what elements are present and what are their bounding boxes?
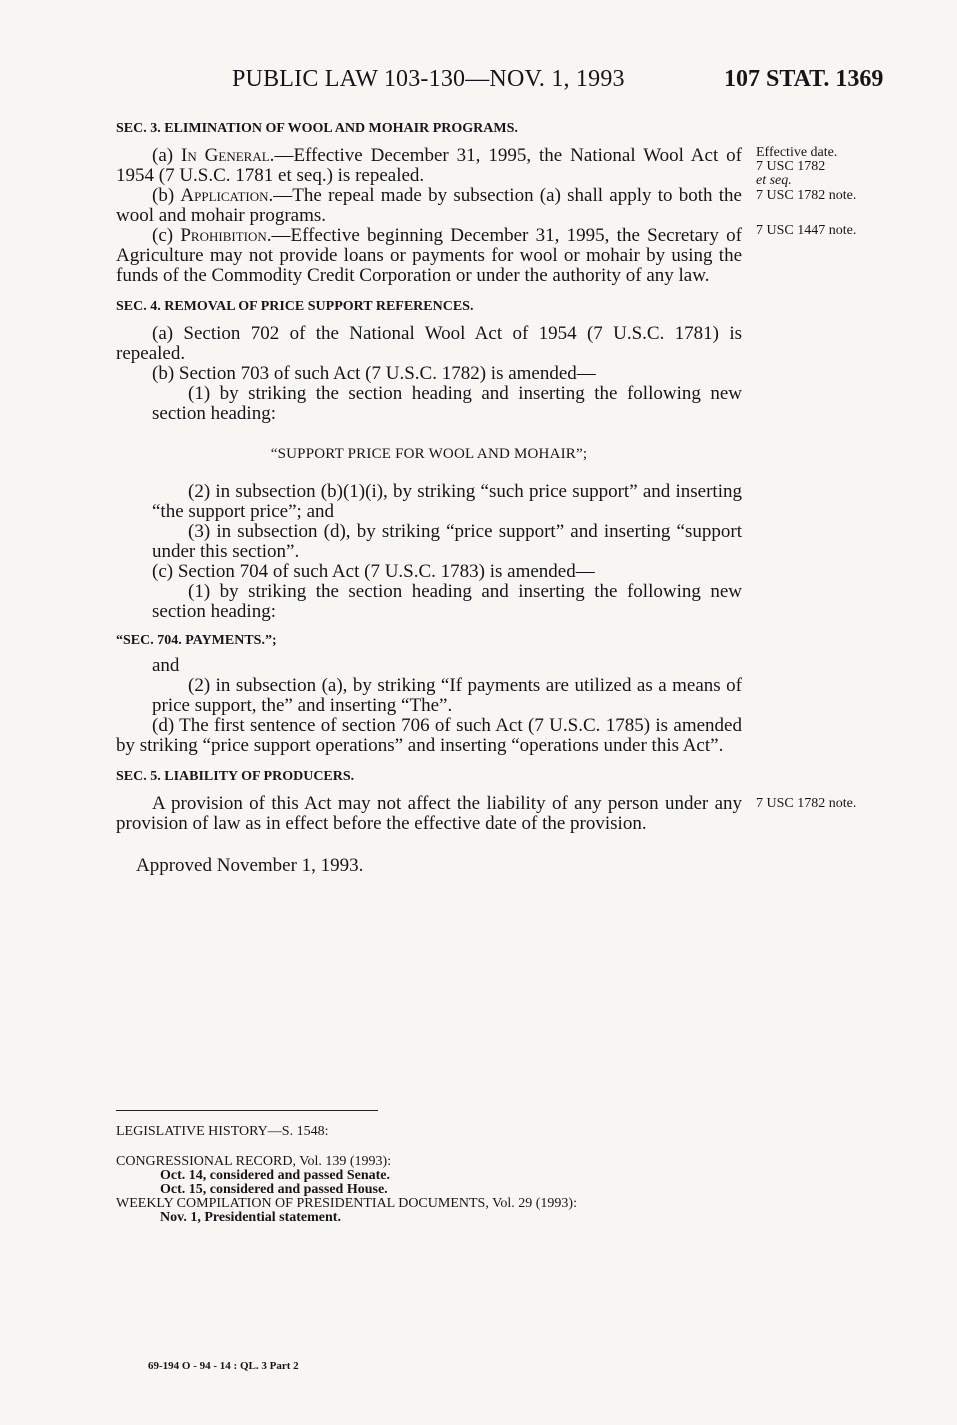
sec3-c: (c) Prohibition.—Effective beginning December 31, 1995, the Secretary of Agriculture may not provide loans or payments for wool or mohair by using the funds of the Commodity Credit Corporation or under the authority of any law.: [116, 225, 742, 286]
running-header-stat: 107 STAT. 1369: [724, 66, 884, 92]
margin-note-usc-1782: 7 USC 1782: [756, 159, 826, 174]
margin-note-usc-1782-note-1: 7 USC 1782 note.: [756, 188, 857, 203]
sec4-a: (a) Section 702 of the National Wool Act of 1954 (7 U.S.C. 1781) is repealed.: [116, 323, 742, 364]
sec4-b-new-heading: “SUPPORT PRICE FOR WOOL AND MOHAIR”;: [270, 446, 588, 462]
running-header-title: PUBLIC LAW 103-130—NOV. 1, 1993: [232, 66, 625, 92]
history-weekly: WEEKLY COMPILATION OF PRESIDENTIAL DOCUMENTS, Vol. 29 (1993):: [116, 1196, 577, 1211]
history-record: CONGRESSIONAL RECORD, Vol. 139 (1993):: [116, 1154, 392, 1169]
sec4-c2: (2) in subsection (a), by striking “If payments are utilized as a means of price support, the” and inserting “The”.: [152, 675, 742, 716]
sec4-b2: (2) in subsection (b)(1)(i), by striking “such price support” and inserting “the support price”; and: [152, 481, 742, 522]
sec4-c-new-heading: “SEC. 704. PAYMENTS.”;: [116, 633, 277, 648]
margin-note-usc-1782-note-2: 7 USC 1782 note.: [756, 796, 857, 811]
history-rule: [116, 1110, 378, 1111]
sec4-heading: SEC. 4. REMOVAL OF PRICE SUPPORT REFERENCES.: [116, 299, 474, 314]
print-footer: 69-194 O - 94 - 14 : QL. 3 Part 2: [148, 1360, 299, 1372]
history-oct14: Oct. 14, considered and passed Senate.: [160, 1168, 390, 1183]
sec4-c1: (1) by striking the section heading and inserting the following new section heading:: [152, 581, 742, 622]
margin-note-usc-1447-note: 7 USC 1447 note.: [756, 223, 857, 238]
sec5-text: A provision of this Act may not affect the liability of any person under any provision of law as in effect before the effective date of the provision.: [116, 793, 742, 834]
approved-line: Approved November 1, 1993.: [136, 855, 364, 876]
margin-note-et-seq: et seq.: [756, 173, 792, 188]
history-nov1: Nov. 1, Presidential statement.: [160, 1210, 341, 1225]
sec4-b: (b) Section 703 of such Act (7 U.S.C. 1782) is amended—: [152, 363, 596, 384]
sec4-b1: (1) by striking the section heading and inserting the following new section heading:: [152, 383, 742, 424]
sec5-heading: SEC. 5. LIABILITY OF PRODUCERS.: [116, 769, 355, 784]
sec3-b: (b) Application.—The repeal made by subsection (a) shall apply to both the wool and mohair programs.: [116, 185, 742, 226]
history-title: LEGISLATIVE HISTORY—S. 1548:: [116, 1124, 329, 1139]
history-oct15: Oct. 15, considered and passed House.: [160, 1182, 388, 1197]
sec3-a: (a) In General.—Effective December 31, 1995, the National Wool Act of 1954 (7 U.S.C. 1781 et seq.) is repealed.: [116, 145, 742, 186]
sec4-c: (c) Section 704 of such Act (7 U.S.C. 1783) is amended—: [152, 561, 595, 582]
margin-note-effective-date: Effective date.: [756, 145, 838, 160]
sec4-d: (d) The first sentence of section 706 of such Act (7 U.S.C. 1785) is amended by striking “price support operations” and inserting “operations under this Act”.: [116, 715, 742, 756]
sec4-c-and: and: [152, 655, 180, 676]
sec3-heading: SEC. 3. ELIMINATION OF WOOL AND MOHAIR PROGRAMS.: [116, 121, 518, 136]
law-body: [116, 118, 742, 876]
sec4-b3: (3) in subsection (d), by striking “price support” and inserting “support under this section”.: [152, 521, 742, 562]
legislative-history: [116, 1125, 577, 1225]
